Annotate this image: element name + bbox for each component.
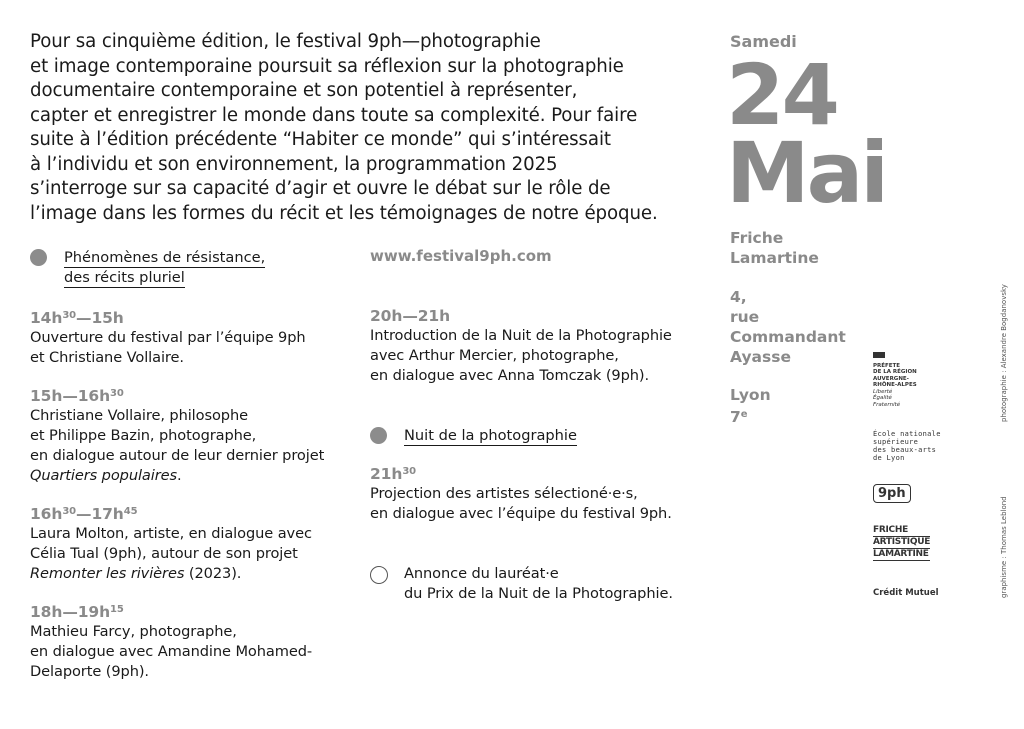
section-title-line: Nuit de la photographie	[404, 427, 577, 444]
event-item	[30, 502, 312, 584]
intro-paragraph	[30, 30, 720, 226]
event-description: Laura Molton, artiste, en dialogue avec Célia Tual (9ph), autour de son projet Remonter les rivières (2023).	[30, 525, 312, 582]
city: Lyon 7e	[730, 386, 771, 426]
announce-text: Annonce du lauréat·e du Prix de la Nuit de la Photographie.	[404, 565, 673, 602]
announce-bullet-ring-icon	[370, 566, 388, 584]
event-time: $21h^{30}$	[370, 465, 417, 483]
website-link[interactable]: www.festival9ph.com	[370, 247, 552, 265]
intro-line: l’image dans les formes du récit et les témoignages de notre époque.	[30, 202, 658, 224]
graphic-credit: graphisme : Thomas Leblond	[1000, 496, 1008, 598]
date-day: Samedi	[730, 32, 797, 51]
event-time: 20h—21h	[370, 307, 451, 325]
event-description: Ouverture du festival par l’équipe 9ph et Christiane Vollaire.	[30, 329, 306, 366]
logo-ensba-lyon: École nationale supérieure des beaux-arts de Lyon	[873, 430, 941, 462]
event-item	[30, 600, 312, 682]
event-item	[370, 462, 672, 524]
section-bullet-filled-icon	[30, 249, 47, 266]
event-description: Christiane Vollaire, philosophe et Philippe Bazin, photographe, en dialogue autour de leur dernier projet Quartiers populaires.	[30, 407, 325, 484]
section-title-resistance	[64, 248, 265, 288]
section-title-line: Phénomènes de résistance,	[64, 249, 266, 266]
logo-credit-mutuel: Crédit Mutuel	[873, 588, 939, 598]
section-title-line: des récits pluriel	[64, 269, 185, 286]
intro-line: s’interroge sur sa capacité d’agir et ouvre le débat sur le rôle de	[30, 178, 611, 199]
event-time: $14h^{30}—15h$	[30, 309, 124, 327]
venue: Friche Lamartine	[730, 229, 819, 267]
event-time: $18h—19h^{15}$	[30, 603, 124, 621]
intro-line: suite à l’édition précédente “Habiter ce monde” qui s’intéressait	[30, 129, 611, 150]
intro-line: Pour sa cinquième édition, le festival 9ph—photographie	[30, 31, 541, 52]
event-time: $16h^{30}—17h^{45}$	[30, 505, 138, 523]
logo-prefete-region: PRÉFETE DE LA RÉGION AUVERGNE- RHÔNE-ALPES Liberté Égalité Fraternité	[873, 352, 917, 408]
event-item	[30, 384, 324, 486]
logo-friche-lamartine: FRICHE ARTISTIQUE LAMARTINE	[873, 525, 931, 559]
event-item	[30, 306, 306, 368]
intro-line: et image contemporaine poursuit sa réflexion sur la photographie	[30, 55, 624, 77]
event-description: Introduction de la Nuit de la Photographie avec Arthur Mercier, photographe, en dialogue avec Anna Tomczak (9ph).	[370, 327, 672, 384]
section-bullet-filled-icon	[370, 427, 387, 444]
date-number: 24	[726, 46, 837, 144]
event-description: Mathieu Farcy, photographe, en dialogue avec Amandine Mohamed- Delaporte (9ph).	[30, 623, 313, 680]
event-item	[370, 306, 672, 386]
event-description: Projection des artistes sélectioné·e·s, en dialogue avec l’équipe du festival 9ph.	[370, 485, 672, 522]
intro-line: documentaire contemporaine et son potentiel à représenter,	[30, 80, 578, 101]
section-title-night	[404, 426, 577, 446]
date-month: Mai	[726, 124, 887, 222]
address: 4, rue Commandant Ayasse	[730, 288, 846, 366]
intro-line: capter et enregistrer le monde dans toute sa complexité. Pour faire	[30, 104, 638, 126]
intro-line: à l’individu et son environnement, la programmation 2025	[30, 153, 558, 175]
marianne-flag-icon	[873, 352, 885, 358]
logo-9ph: 9ph	[873, 484, 911, 503]
photo-credit: photographie : Alexandre Bogdanovsky	[1000, 284, 1008, 422]
event-time: $15h—16h^{30}$	[30, 387, 124, 405]
